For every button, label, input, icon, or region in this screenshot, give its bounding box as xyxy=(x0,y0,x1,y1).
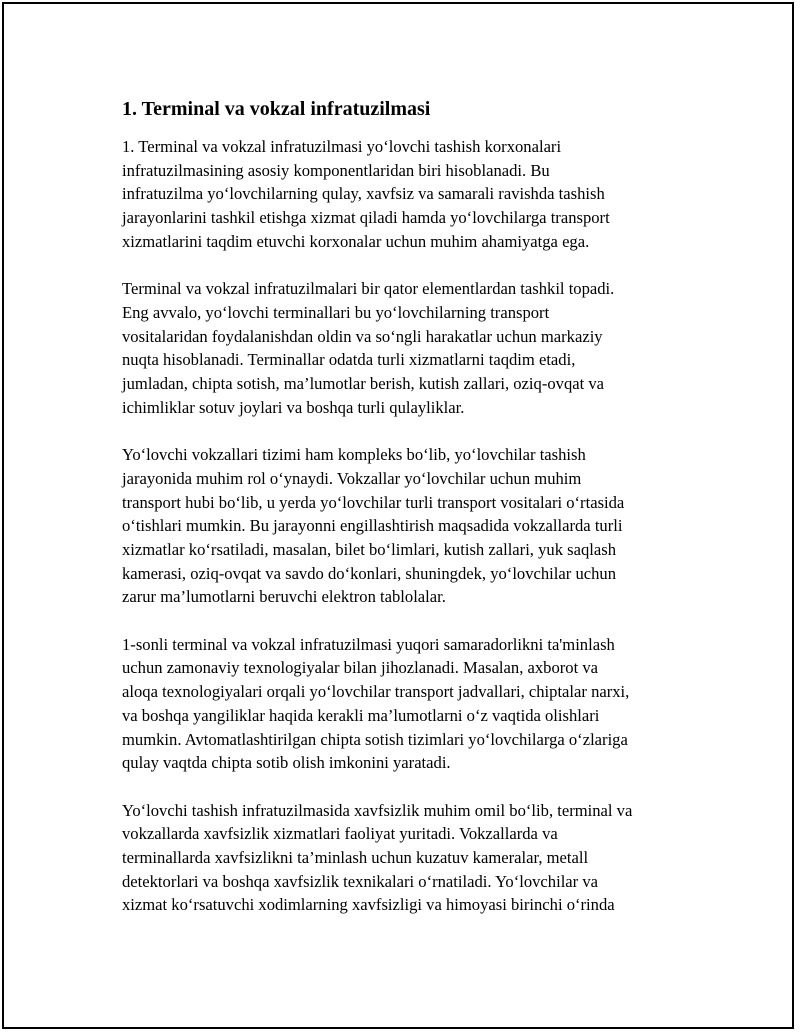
paragraph-list xyxy=(122,135,702,917)
paragraph-line: Terminal va vokzal infratuzilmalari bir qator elementlardan tashkil topadi. xyxy=(122,279,615,299)
paragraph-line: xizmat ko‘rsatuvchi xodimlarning xavfsizligi va himoyasi birinchi o‘rinda xyxy=(122,895,615,915)
paragraph-line: xizmatlarini taqdim etuvchi korxonalar uchun muhim ahamiyatga ega. xyxy=(122,231,590,251)
paragraph-line: detektorlari va boshqa xavfsizlik texnikalari o‘rnatiladi. Yo‘lovchilar va xyxy=(122,871,599,891)
paragraph-line: Eng avvalo, yo‘lovchi terminallari bu yo‘lovchilarning transport xyxy=(122,302,550,322)
paragraph-line: kamerasi, oziq-ovqat va savdo do‘konlari, shuningdek, yo‘lovchilar uchun xyxy=(122,563,616,583)
paragraph xyxy=(122,633,702,775)
paragraph-line: Yo‘lovchi tashish infratuzilmasida xavfsizlik muhim omil bo‘lib, terminal va xyxy=(122,800,633,820)
paragraph xyxy=(122,799,702,918)
paragraph-line: jumladan, chipta sotish, ma’lumotlar berish, kutish zallari, oziq-ovqat va xyxy=(122,374,605,394)
paragraph-line: qulay vaqtda chipta sotib olish imkonini yaratadi. xyxy=(122,753,451,773)
paragraph-line: 1-sonli terminal va vokzal infratuzilmasi yuqori samaradorlikni ta'minlash xyxy=(122,634,615,654)
paragraph-line: uchun zamonaviy texnologiyalar bilan jihozlanadi. Masalan, axborot va xyxy=(122,658,599,678)
paragraph-line: jarayonida muhim rol o‘ynaydi. Vokzallar yo‘lovchilar uchun muhim xyxy=(122,468,582,488)
paragraph xyxy=(122,135,702,254)
paragraph-line: Yo‘lovchi vokzallari tizimi ham kompleks bo‘lib, yo‘lovchilar tashish xyxy=(122,445,586,465)
paragraph-line: nuqta hisoblanadi. Terminallar odatda turli xizmatlarni taqdim etadi, xyxy=(122,350,576,370)
paragraph-line: aloqa texnologiyalari orqali yo‘lovchilar transport jadvallari, chiptalar narxi, xyxy=(122,682,630,702)
paragraph-line: vositalaridan foydalanishdan oldin va so‘ngli harakatlar uchun markaziy xyxy=(122,326,603,346)
paragraph-line: 1. Terminal va vokzal infratuzilmasi yo‘lovchi tashish korxonalari xyxy=(122,137,562,156)
paragraph xyxy=(122,277,702,419)
section-heading: 1. Terminal va vokzal infratuzilmasi xyxy=(122,98,431,120)
paragraph-line: zarur ma’lumotlarni beruvchi elektron tablolalar. xyxy=(122,587,446,607)
paragraph-line: va boshqa yangiliklar haqida kerakli ma’lumotlarni o‘z vaqtida olishlari xyxy=(122,705,600,725)
document-body xyxy=(122,97,702,941)
paragraph-line: o‘tishlari mumkin. Bu jarayonni engillashtirish maqsadida vokzallarda turli xyxy=(122,516,623,536)
paragraph-line: mumkin. Avtomatlashtirilgan chipta sotish tizimlari yo‘lovchilarga o‘zlariga xyxy=(122,729,628,749)
paragraph-line: infratuzilma yo‘lovchilarning qulay, xavfsiz va samarali ravishda tashish xyxy=(122,184,605,204)
paragraph-line: terminallarda xavfsizlikni ta’minlash uchun kuzatuv kameralar, metall xyxy=(122,848,589,868)
paragraph-line: infratuzilmasining asosiy komponentlaridan biri hisoblanadi. Bu xyxy=(122,160,550,180)
paragraph-line: jarayonlarini tashkil etishga xizmat qiladi hamda yo‘lovchilarga transport xyxy=(122,208,610,228)
paragraph-line: transport hubi bo‘lib, u yerda yo‘lovchilar turli transport vositalari o‘rtasida xyxy=(122,492,625,512)
paragraph-line: ichimliklar sotuv joylari va boshqa turli qulayliklar. xyxy=(122,397,465,417)
document-page xyxy=(2,2,794,1029)
paragraph xyxy=(122,443,702,609)
paragraph-line: vokzallarda xavfsizlik xizmatlari faoliyat yuritadi. Vokzallarda va xyxy=(122,824,558,844)
paragraph-line: xizmatlar ko‘rsatiladi, masalan, bilet bo‘limlari, kutish zallari, yuk saqlash xyxy=(122,539,616,559)
